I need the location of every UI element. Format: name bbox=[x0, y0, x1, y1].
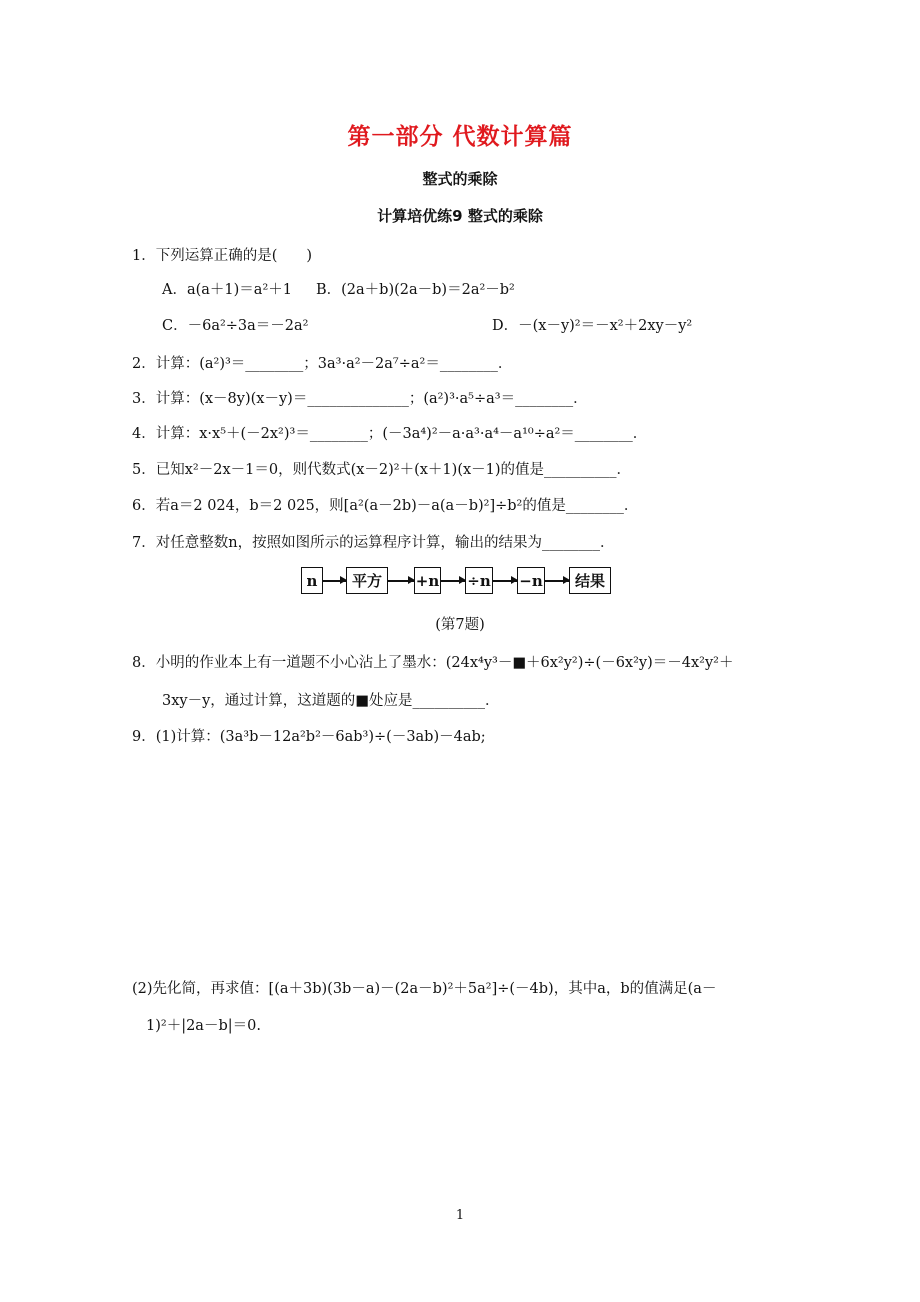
flowchart-box-result: 结果 bbox=[569, 567, 611, 594]
question-9-part-2-line-2: 1)²＋|2a－b|＝0. bbox=[146, 1018, 261, 1034]
flowchart-box-divide: ÷n bbox=[465, 567, 493, 594]
flowchart-arrow bbox=[493, 580, 517, 582]
question-9-part-1: 9．(1)计算：(3a³b－12a²b²－6ab³)÷(－3ab)－4ab; bbox=[132, 729, 486, 745]
flowchart-box-add: +n bbox=[414, 567, 441, 594]
question-3: 3．计算：(x－8y)(x－y)＝______________；(a²)³·a⁵÷a³＝________． bbox=[132, 391, 588, 407]
flowchart-box-subtract: −n bbox=[517, 567, 545, 594]
question-5: 5．已知x²－2x－1＝0，则代数式(x－2)²＋(x＋1)(x－1)的值是__________． bbox=[132, 462, 632, 478]
question-1-option-b: B．(2a＋b)(2a－b)＝2a²－b² bbox=[316, 282, 515, 298]
flowchart-arrow bbox=[545, 580, 569, 582]
question-4: 4．计算：x·x⁵＋(－2x²)³＝________；(－3a⁴)²－a·a³·a⁴－a¹⁰÷a²＝________． bbox=[132, 426, 648, 442]
flowchart-arrow bbox=[441, 580, 465, 582]
question-1-option-c: C．－6a²÷3a＝－2a² bbox=[162, 318, 309, 334]
question-1-option-d: D．－(x－y)²＝－x²＋2xy－y² bbox=[492, 318, 693, 334]
exercise-subtitle: 计算培优练9 整式的乘除 bbox=[377, 207, 543, 225]
flowchart-box-square: 平方 bbox=[346, 567, 388, 594]
flowchart-box-input: n bbox=[301, 567, 323, 594]
page-title: 第一部分 代数计算篇 bbox=[347, 124, 573, 150]
question-8-line-2: 3xy－y，通过计算，这道题的■处应是__________． bbox=[162, 693, 500, 709]
question-2: 2．计算：(a²)³＝________；3a³·a²－2a⁷÷a²＝________． bbox=[132, 356, 513, 372]
question-9-part-2-line-1: (2)先化简，再求值：[(a＋3b)(3b－a)－(2a－b)²＋5a²]÷(－4b)，其中a，b的值满足(a－ bbox=[132, 981, 717, 997]
page-number: 1 bbox=[455, 1208, 465, 1223]
question-6: 6．若a＝2 024，b＝2 025，则[a²(a－2b)－a(a－b)²]÷b²的值是________． bbox=[132, 498, 639, 514]
section-heading: 整式的乘除 bbox=[422, 170, 498, 188]
flowchart-arrow bbox=[388, 580, 414, 582]
operation-flowchart bbox=[301, 567, 611, 597]
question-1-option-a: A．a(a＋1)＝a²＋1 bbox=[162, 282, 292, 298]
figure-caption: (第7题) bbox=[435, 617, 485, 633]
question-7: 7．对任意整数n，按照如图所示的运算程序计算，输出的结果为________． bbox=[132, 535, 615, 551]
question-8-line-1: 8．小明的作业本上有一道题不小心沾上了墨水：(24x⁴y³－■＋6x²y²)÷(－6x²y)＝－4x²y²＋ bbox=[132, 655, 734, 671]
question-1-stem: 1．下列运算正确的是( ) bbox=[132, 248, 313, 264]
flowchart-arrow bbox=[323, 580, 346, 582]
